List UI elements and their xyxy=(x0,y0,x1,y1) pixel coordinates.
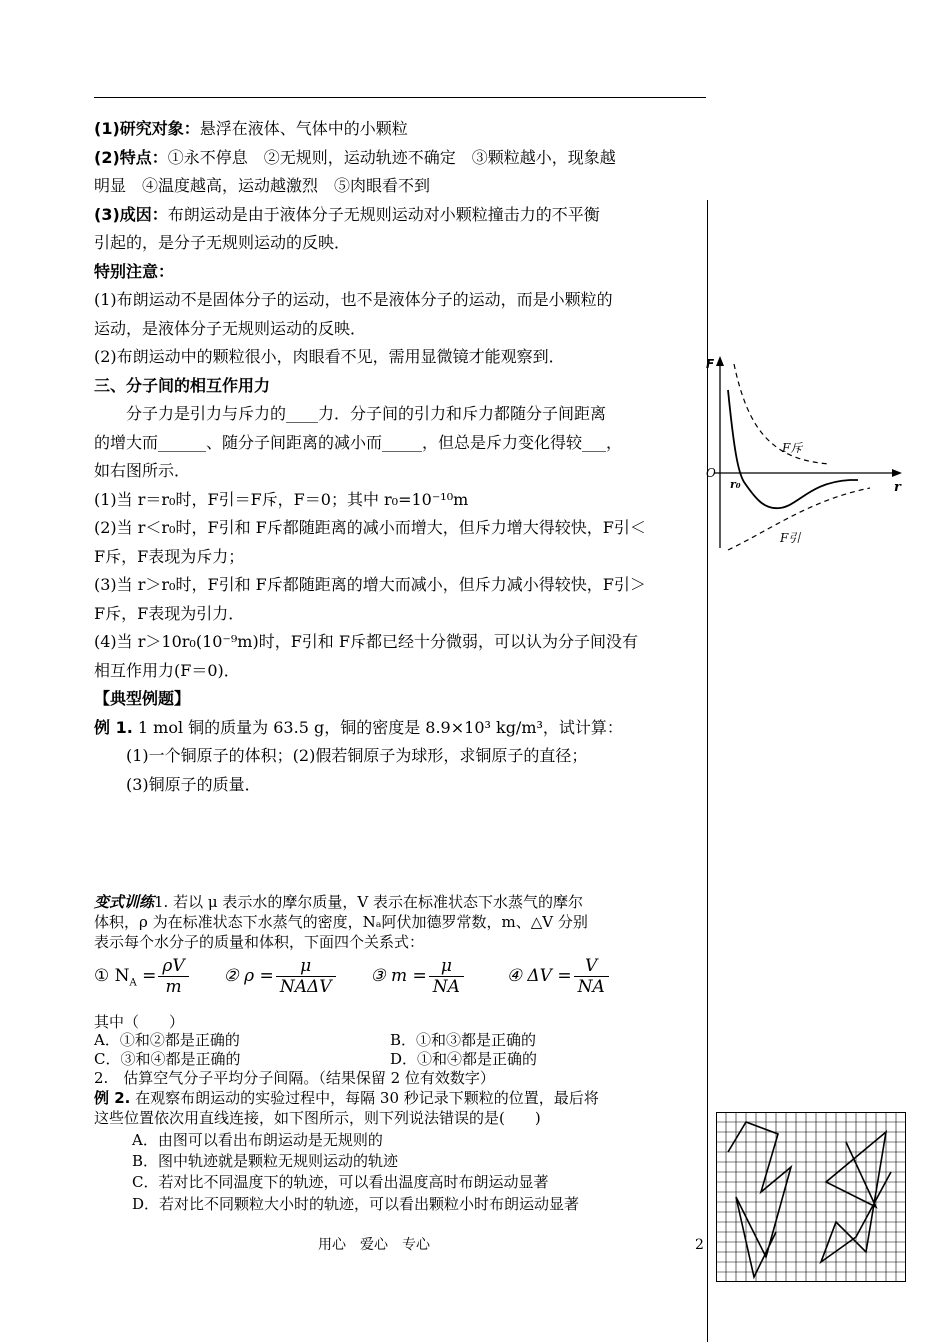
case-4a: (4)当 r＞10r₀(10⁻⁹m)时，F引和 F斥都已经十分微弱，可以认为分子间没有 xyxy=(94,632,638,651)
example-2-option-b: B．图中轨迹就是颗粒无规则运动的轨迹 xyxy=(132,1152,399,1170)
top-rule xyxy=(94,97,706,98)
sec3-para-2: 的增大而______、随分子间距离的减小而_____，但总是斥力变化得较___， xyxy=(94,433,623,452)
variant-line-1 xyxy=(94,892,583,912)
r-axis-arrow xyxy=(892,469,902,477)
option-d: D．①和④都是正确的 xyxy=(390,1050,538,1068)
variant-line-2: 体积，ρ 为在标准状态下水蒸气的密度，Nₐ阿伏加德罗常数，m、△V 分别 xyxy=(94,913,588,931)
r0-label: r₀ xyxy=(730,478,741,491)
f-axis-arrow xyxy=(716,356,724,366)
features-label: (2)特点： xyxy=(94,148,168,167)
case-3a: (3)当 r＞r₀时，F引和 F斥都随距离的增大而减小，但斥力减小得较快，F引＞ xyxy=(94,575,646,594)
formula-row xyxy=(94,956,611,997)
formula-4: ④ ΔV = $\frac{V}{NA}$ xyxy=(507,966,611,986)
research-text: 悬浮在液体、气体中的小颗粒 xyxy=(199,119,408,138)
case-1: (1)当 r＝r₀时，F引＝F斥，F＝0；其中 r₀=10⁻¹⁰m xyxy=(94,490,469,509)
example-2-line-1 xyxy=(94,1088,599,1108)
notice-item-2: (2)布朗运动中的颗粒很小，肉眼看不见，需用显微镜才能观察到． xyxy=(94,347,565,366)
variant-text-1: 1. 若以 μ 表示水的摩尔质量，V 表示在标准状态下水蒸气的摩尔 xyxy=(154,893,583,911)
example-2-option-c: C．若对比不同温度下的轨迹，可以看出温度高时布朗运动显著 xyxy=(132,1173,549,1191)
case-2b: F斥，F表现为斥力； xyxy=(94,547,245,566)
sec3-para-1: 分子力是引力与斥力的____力．分子间的引力和斥力都随分子间距离 xyxy=(126,404,607,423)
features-line-2: 明显 ④温度越高，运动越激烈 ⑤肉眼看不到 xyxy=(94,176,431,195)
example-1 xyxy=(94,717,623,739)
cause-text: 布朗运动是由于液体分子无规则运动对小颗粒撞击力的不平衡 xyxy=(167,205,600,224)
notice-title: 特别注意： xyxy=(94,262,175,281)
features-line-1 xyxy=(94,147,616,169)
case-3b: F斥，F表现为引力． xyxy=(94,604,245,623)
cause-line-1 xyxy=(94,204,600,226)
sec3-para-3: 如右图所示． xyxy=(94,461,191,480)
example-2-option-d: D．若对比不同颗粒大小时的轨迹，可以看出颗粒小时布朗运动显著 xyxy=(132,1195,580,1213)
option-a: A．①和②都是正确的 xyxy=(94,1031,240,1049)
formula-3: ③ m = $\frac{\mu}{NA}$ xyxy=(370,966,466,986)
case-2a: (2)当 r＜r₀时，F引和 F斥都随距离的减小而增大，但斥力增大得较快，F引＜ xyxy=(94,518,646,537)
repulsive-label: F斥 xyxy=(782,441,803,455)
attractive-label: F引 xyxy=(780,531,801,545)
notice-item-1a: (1)布朗运动不是固体分子的运动，也不是液体分子的运动，而是小颗粒的 xyxy=(94,290,613,309)
cause-label: (3)成因： xyxy=(94,205,168,224)
notice-item-1b: 运动，是液体分子无规则运动的反映． xyxy=(94,319,367,338)
brownian-trajectory-figure xyxy=(716,1112,906,1282)
example-2-line-2: 这些位置依次用直线连接，如下图所示，则下列说法错误的是( ) xyxy=(94,1109,541,1127)
example-1-q1: (1)一个铜原子的体积；(2)假若铜原子为球形，求铜原子的直径； xyxy=(126,746,588,765)
formula-1: ① $N_A$ = $\frac{\rho V}{m}$ xyxy=(94,966,191,986)
which-prompt: 其中（ ） xyxy=(94,1013,185,1031)
example-2-text: 在观察布朗运动的实验过程中，每隔 30 秒记录下颗粒的位置，最后将 xyxy=(130,1089,599,1107)
formula-2: ② ρ = $\frac{\mu}{\text{NAΔV}}$ xyxy=(224,966,338,986)
example-1-text: 1 mol 铜的质量为 63.5 g，铜的密度是 8.9×10³ kg/m³，试计算： xyxy=(132,718,623,737)
section-3-title: 三、分子间的相互作用力 xyxy=(94,376,271,395)
examples-title: 【典型例题】 xyxy=(94,689,191,708)
option-b: B．①和③都是正确的 xyxy=(390,1031,537,1049)
research-object xyxy=(94,118,408,140)
option-c: C．③和④都是正确的 xyxy=(94,1050,241,1068)
case-4b: 相互作用力(F＝0)． xyxy=(94,661,240,680)
features-text: ①永不停息 ②无规则，运动轨迹不确定 ③颗粒越小，现象越 xyxy=(167,148,616,167)
r-axis-label: r xyxy=(894,480,901,495)
cause-line-2: 引起的，是分子无规则运动的反映． xyxy=(94,233,351,252)
footer-motto: 用心 爱心 专心 xyxy=(318,1237,430,1253)
variant-q2: 2. 估算空气分子平均分子间隔。（结果保留 2 位有效数字） xyxy=(94,1069,495,1087)
origin-label: O xyxy=(706,466,716,480)
example-2-option-a: A．由图可以看出布朗运动是无规则的 xyxy=(132,1131,383,1149)
example-1-label: 例 1. xyxy=(94,718,133,737)
example-1-q2: (3)铜原子的质量． xyxy=(126,775,261,794)
research-label: (1)研究对象： xyxy=(94,119,200,138)
variant-line-3: 表示每个水分子的质量和体积，下面四个关系式： xyxy=(94,933,425,951)
page-number: 2 xyxy=(695,1237,704,1253)
variant-label: 变式训练 xyxy=(94,893,155,911)
example-2-label: 例 2. xyxy=(94,1089,131,1107)
f-axis-label: F xyxy=(706,357,715,371)
force-distance-graph xyxy=(700,350,910,560)
